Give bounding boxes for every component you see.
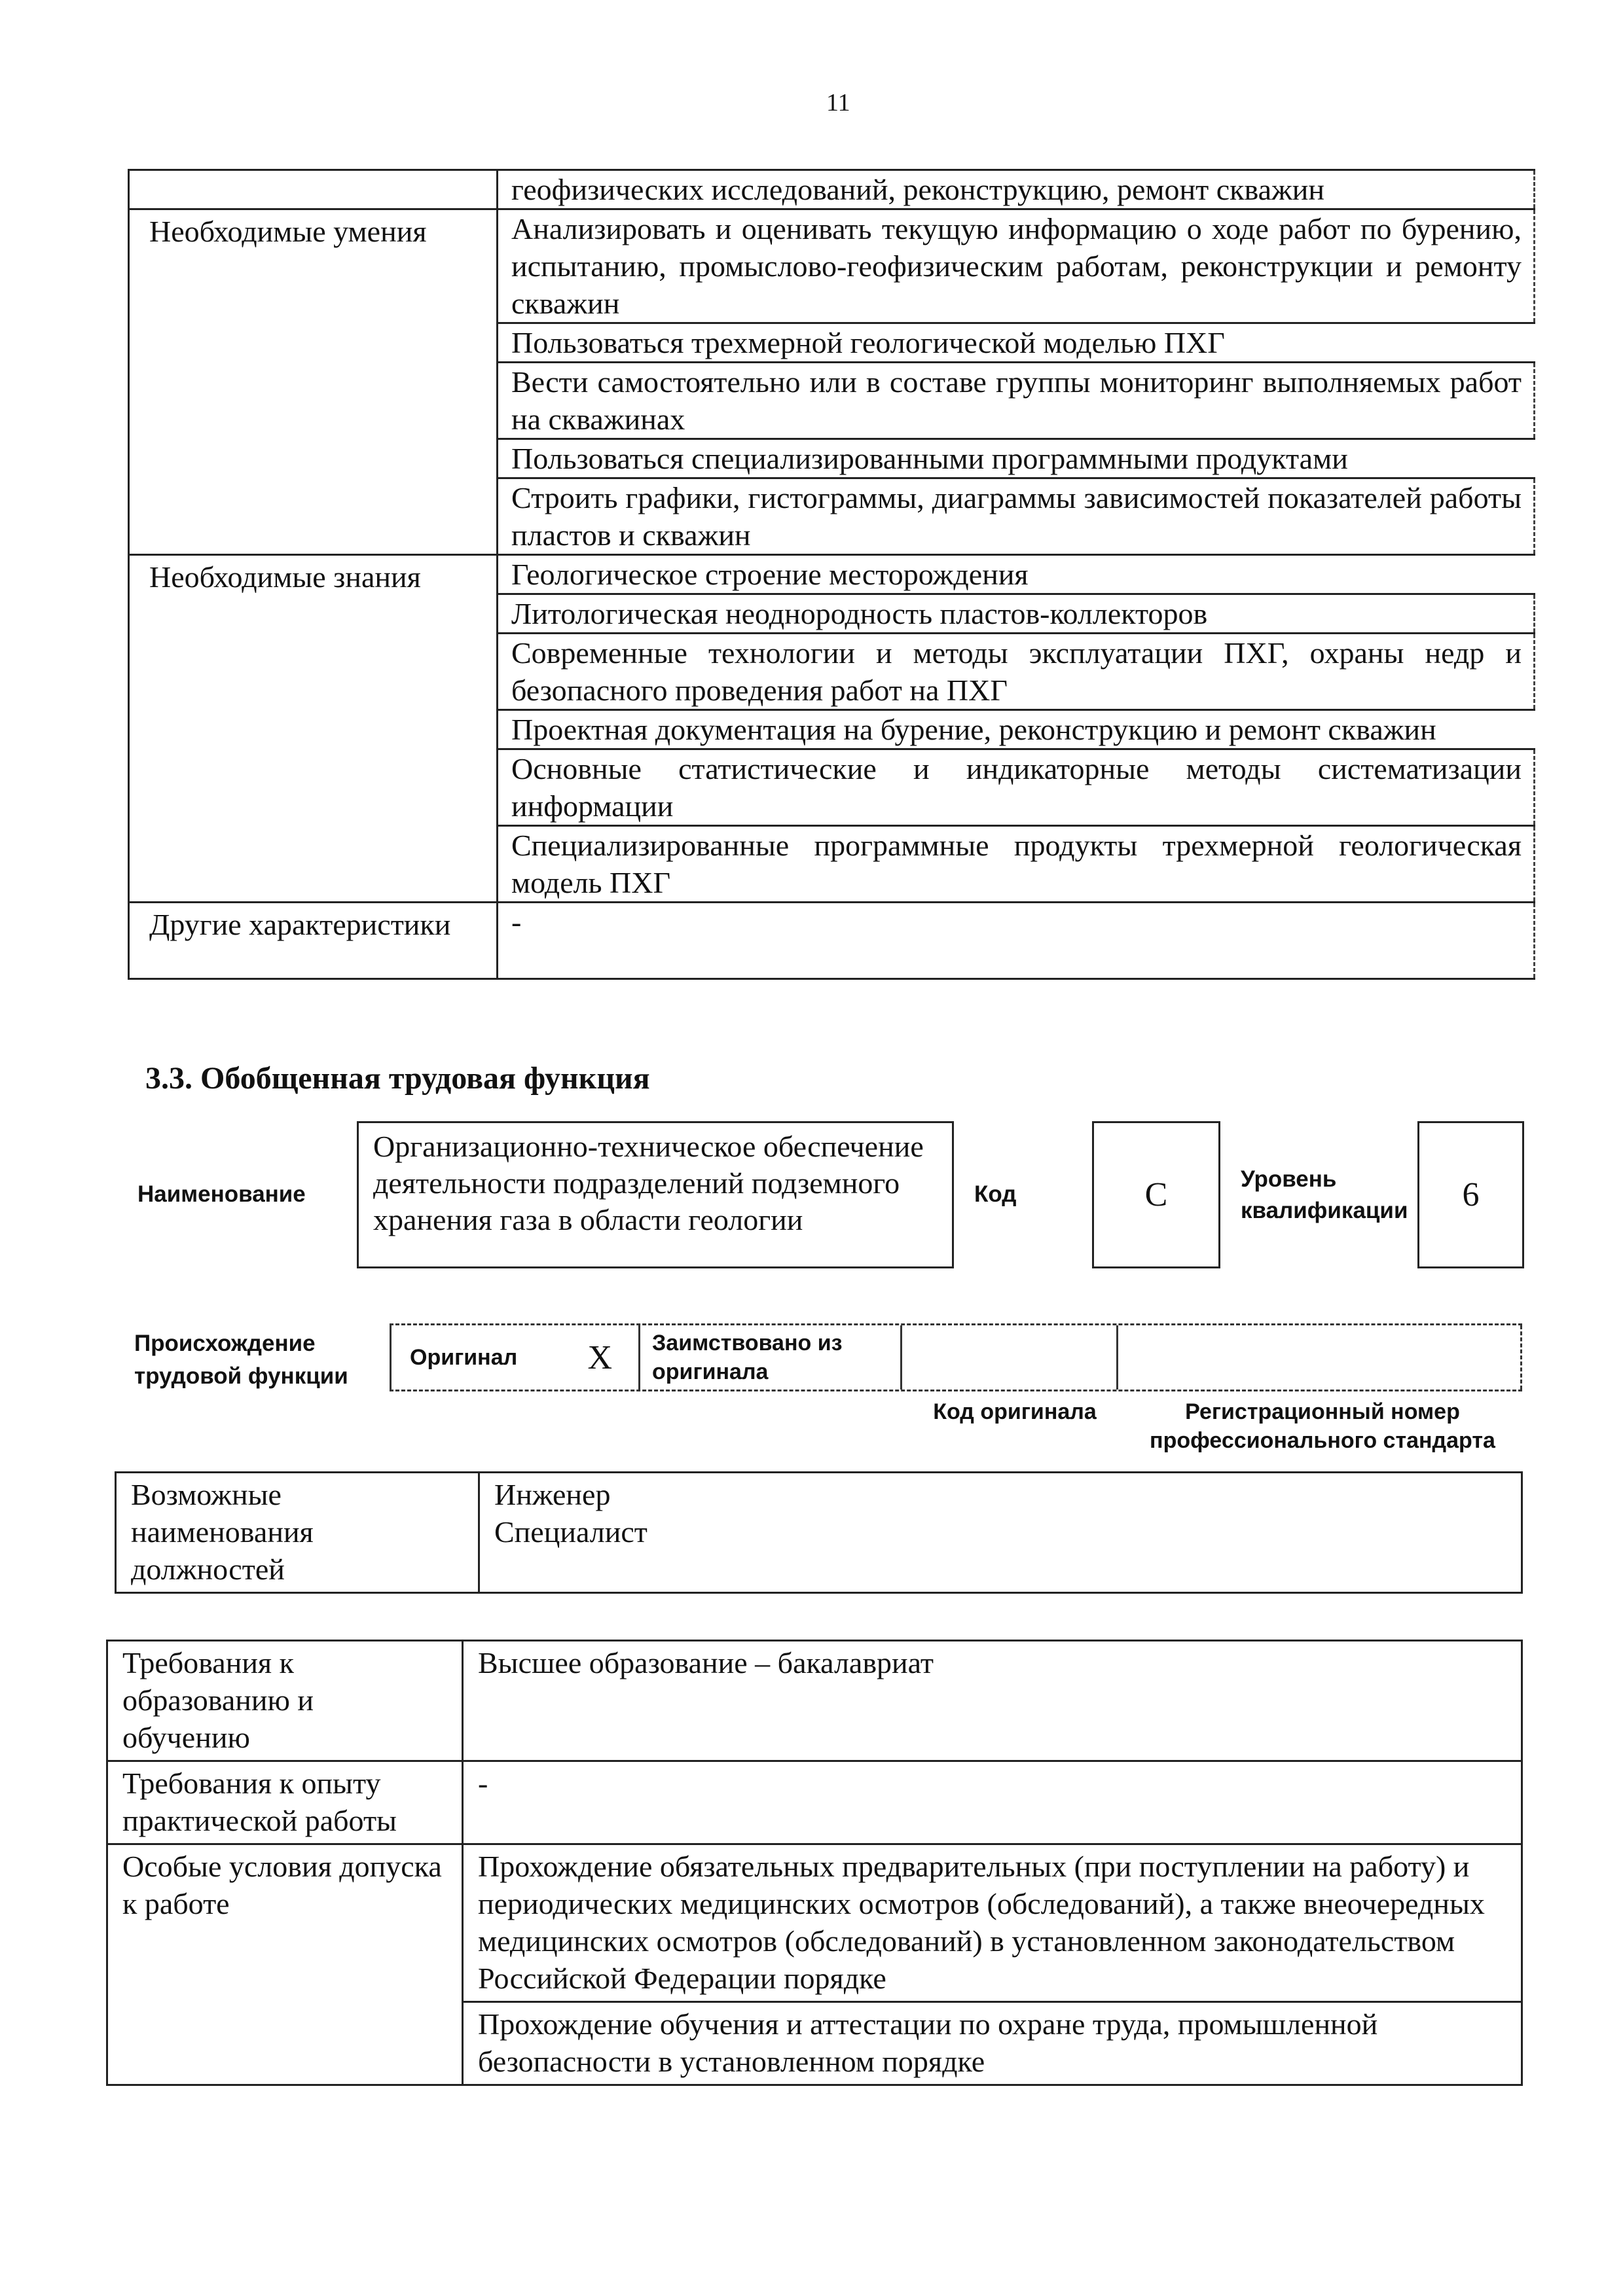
education-label: Требования к образованию и обучению — [107, 1641, 463, 1761]
page-number: 11 — [826, 89, 850, 117]
knowledge-item: Литологическая неоднородность пластов-коллекторов — [498, 594, 1535, 634]
origin-label: Происхождение трудовой функции — [134, 1331, 348, 1389]
conditions-label: Особые условия допуска к работе — [107, 1844, 463, 2085]
borrowed-cell — [638, 1325, 900, 1390]
empty-label-cell — [129, 170, 498, 209]
knowledge-item: Специализированные программные продукты трехмерной геологическая модель ПХГ — [498, 826, 1535, 903]
reg-number-label: Регистрационный номер профессионального стандарта — [1150, 1399, 1495, 1453]
code-value-box: С — [1092, 1121, 1220, 1268]
level-label: Уровень квалификации — [1241, 1166, 1408, 1223]
conditions-item: Прохождение обязательных предварительных (при поступлении на работу) и периодических медицинских осмотров (обследований), а также внеочередных медицинских осмотров (обследований) в установленном законодательством Российской Федерации порядке — [463, 1844, 1522, 2002]
other-label: Другие характеристики — [129, 903, 498, 979]
positions-table — [115, 1471, 1523, 1594]
code-label: Код — [974, 1181, 1017, 1207]
education-value: Высшее образование – бакалавриат — [463, 1641, 1522, 1761]
original-cell — [390, 1325, 638, 1390]
code-original-label: Код оригинала — [933, 1399, 1097, 1424]
skills-label: Необходимые умения — [129, 209, 498, 555]
continuation-item: геофизических исследований, реконструкцию, ремонт скважин — [498, 170, 1535, 209]
knowledge-label: Необходимые знания — [129, 555, 498, 903]
section-heading: 3.3. Обобщенная трудовая функция — [145, 1061, 650, 1096]
skill-item: Пользоваться трехмерной геологической моделью ПХГ — [498, 323, 1535, 363]
positions-values-cell — [479, 1473, 1522, 1593]
knowledge-item: Современные технологии и методы эксплуатации ПХГ, охраны недр и безопасного проведения работ на ПХГ — [498, 634, 1535, 710]
knowledge-item: Геологическое строение месторождения — [498, 555, 1535, 594]
skill-item: Вести самостоятельно или в составе группы мониторинг выполняемых работ на скважинах — [498, 363, 1535, 439]
skills-knowledge-table — [128, 169, 1535, 980]
requirements-table — [106, 1640, 1523, 2086]
level-value-box: 6 — [1417, 1121, 1524, 1268]
borrowed-label: Заимствовано из оригинала — [652, 1331, 843, 1384]
experience-label: Требования к опыту практической работы — [107, 1761, 463, 1844]
original-mark: X — [587, 1338, 612, 1376]
position-item: Специалист — [494, 1515, 647, 1549]
skill-item: Анализировать и оценивать текущую информацию о ходе работ по бурению, испытанию, промыслово-геофизическим работам, реконструкции и ремонту скважин — [498, 209, 1535, 323]
other-value: - — [498, 903, 1535, 979]
code-original-cell — [900, 1325, 1116, 1390]
knowledge-item: Проектная документация на бурение, реконструкцию и ремонт скважин — [498, 710, 1535, 749]
original-label: Оригинал — [410, 1345, 518, 1370]
name-value-box: Организационно-техническое обеспечение деятельности подразделений подземного хранения газа в области геологии — [357, 1121, 954, 1268]
knowledge-item: Основные статистические и индикаторные методы систематизации информации — [498, 749, 1535, 826]
positions-label: Возможные наименования должностей — [116, 1473, 479, 1593]
conditions-item: Прохождение обучения и аттестации по охране труда, промышленной безопасности в установленном порядке — [463, 2002, 1522, 2085]
skill-item: Строить графики, гистограммы, диаграммы зависимостей показателей работы пластов и скважин — [498, 478, 1535, 555]
experience-value: - — [463, 1761, 1522, 1844]
position-item: Инженер — [494, 1478, 611, 1511]
name-label: Наименование — [137, 1181, 306, 1207]
skill-item: Пользоваться специализированными программными продуктами — [498, 439, 1535, 478]
reg-number-cell — [1116, 1325, 1522, 1390]
origin-row — [390, 1323, 1522, 1391]
